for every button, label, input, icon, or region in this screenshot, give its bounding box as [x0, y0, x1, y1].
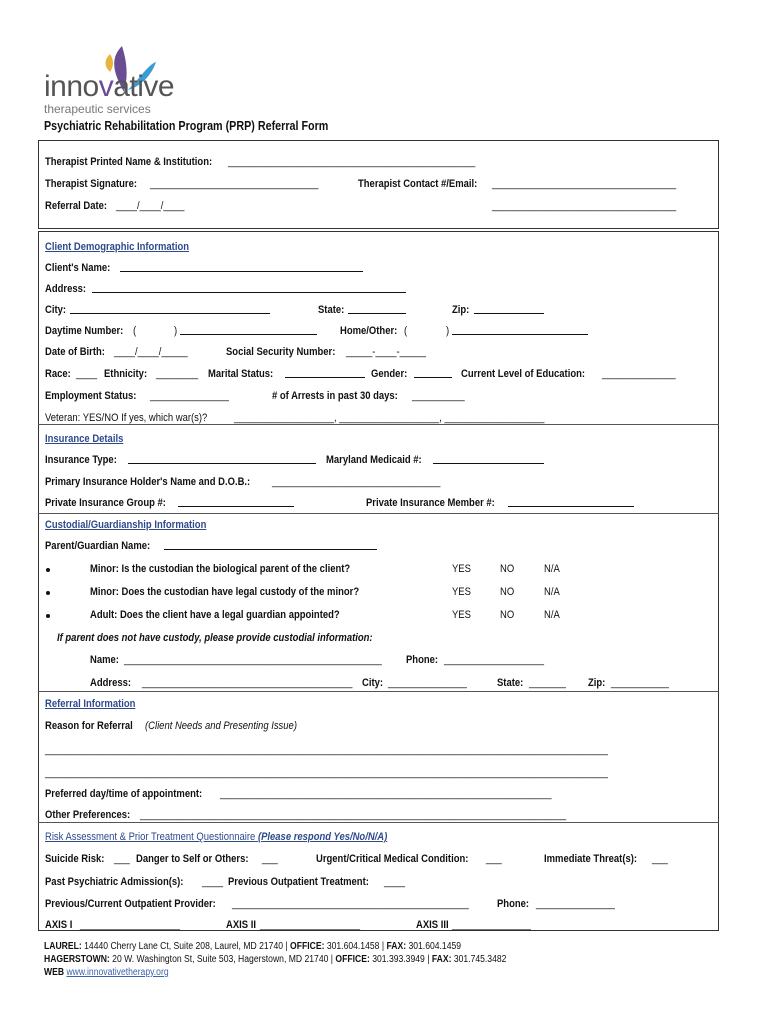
q2-yes-option[interactable]: YES	[452, 586, 471, 598]
home-label: Home/Other:	[340, 325, 398, 337]
logo-word-b: ative	[113, 70, 175, 103]
preferred-field[interactable]: _______________________________________________________________	[220, 788, 552, 800]
hagerstown-office: 301.393.3949 |	[372, 954, 430, 965]
veteran-label: Veteran: YES/NO If yes, which war(s)?	[45, 412, 208, 424]
insurance-heading: Insurance Details	[45, 433, 124, 445]
custodian-state-field[interactable]: _______	[529, 677, 566, 689]
axis3-field[interactable]: _______________	[452, 919, 531, 931]
ethnicity-label: Ethnicity:	[104, 368, 148, 380]
web-label: WEB	[44, 967, 65, 978]
therapist-name-label: Therapist Printed Name & Institution:	[45, 156, 213, 168]
gender-field[interactable]	[414, 377, 452, 378]
zip-field[interactable]	[474, 313, 544, 314]
referral-date-field[interactable]: ____/____/____	[116, 200, 185, 212]
fax-label: FAX:	[431, 954, 452, 965]
home-field[interactable]	[452, 334, 588, 335]
q3-yes-option[interactable]: YES	[452, 609, 471, 621]
custody-note: If parent does not have custody, please provide custodial information:	[57, 632, 373, 644]
therapist-contact-field[interactable]: ___________________________________	[492, 178, 677, 190]
office-label: OFFICE:	[290, 941, 325, 952]
q3-na-option[interactable]: N/A	[544, 609, 560, 621]
reason-hint: (Client Needs and Presenting Issue)	[145, 720, 297, 732]
referral-heading: Referral Information	[45, 698, 136, 710]
arrests-field[interactable]: __________	[412, 390, 465, 402]
custodian-city-field[interactable]: _______________	[388, 677, 467, 689]
other-field[interactable]: _________________________________________________________________________________	[140, 809, 567, 821]
laurel-fax: 301.604.1459	[408, 941, 462, 952]
bullet	[46, 591, 50, 595]
medicaid-field[interactable]	[433, 463, 544, 464]
risk-heading: Risk Assessment & Prior Treatment Questionnaire	[45, 831, 256, 843]
q3-no-option[interactable]: NO	[500, 609, 515, 621]
custodian-address-field[interactable]: ________________________________________	[142, 677, 353, 689]
client-name-label: Client's Name:	[45, 262, 111, 274]
reason-label: Reason for Referral	[45, 720, 133, 732]
divider	[38, 424, 719, 425]
parent-label: Parent/Guardian Name:	[45, 540, 151, 552]
employment-field[interactable]: _______________	[150, 390, 229, 402]
daytime-paren-open: (	[133, 325, 137, 337]
daytime-field[interactable]	[180, 334, 317, 335]
education-label: Current Level of Education:	[461, 368, 586, 380]
danger-label: Danger to Self or Others:	[136, 853, 249, 865]
custody-question-2: Minor: Does the custodian have legal custody of the minor?	[90, 586, 360, 598]
member-field[interactable]	[508, 506, 634, 507]
laurel-label: LAUREL:	[44, 941, 82, 952]
employment-label: Employment Status:	[45, 390, 137, 402]
marital-field[interactable]	[285, 377, 365, 378]
gender-label: Gender:	[371, 368, 408, 380]
q2-no-option[interactable]: NO	[500, 586, 515, 598]
form-title: Psychiatric Rehabilitation Program (PRP) Referral Form	[44, 119, 329, 133]
provider-phone-label: Phone:	[497, 898, 530, 910]
office-label: OFFICE:	[335, 954, 370, 965]
member-label: Private Insurance Member #:	[366, 497, 495, 509]
logo: innovative therapeutic services	[44, 44, 174, 116]
reason-line-2[interactable]: ___________________________________________________________________________________________________________	[45, 767, 608, 779]
provider-field[interactable]: _____________________________________________	[232, 898, 469, 910]
referral-date-label: Referral Date:	[45, 200, 108, 212]
therapist-contact-label: Therapist Contact #/Email:	[358, 178, 478, 190]
veteran-field[interactable]: ___________________, ___________________, ___________________	[234, 412, 545, 424]
home-paren-open: (	[404, 325, 408, 337]
divider	[38, 513, 719, 514]
arrests-label: # of Arrests in past 30 days:	[272, 390, 398, 402]
education-field[interactable]: ______________	[602, 368, 676, 380]
state-field[interactable]	[348, 313, 406, 314]
race-field[interactable]: ____	[76, 368, 98, 380]
past-admission-field[interactable]: ____	[202, 876, 224, 888]
custody-question-3: Adult: Does the client have a legal guardian appointed?	[90, 609, 340, 621]
suicide-field[interactable]: ___	[114, 853, 130, 865]
address-label: Address:	[45, 283, 87, 295]
preferred-label: Preferred day/time of appointment:	[45, 788, 203, 800]
demographic-heading: Client Demographic Information	[45, 241, 190, 253]
urgent-field[interactable]: ___	[486, 853, 502, 865]
zip-label: Zip:	[452, 304, 470, 316]
q1-yes-option[interactable]: YES	[452, 563, 471, 575]
race-label: Race:	[45, 368, 71, 380]
bullet	[46, 568, 50, 572]
laurel-address: 14440 Cherry Lane Ct, Suite 208, Laurel, MD 21740 |	[84, 941, 288, 952]
prev-treatment-field[interactable]: ____	[384, 876, 406, 888]
hagerstown-fax: 301.745.3482	[453, 954, 507, 965]
logo-word-a: inno	[44, 70, 99, 103]
bullet	[46, 614, 50, 618]
footer-web	[44, 962, 189, 980]
custodian-phone-field[interactable]: ___________________	[444, 654, 544, 666]
risk-heading-note: (Please respond Yes/No/N/A)	[257, 831, 388, 843]
daytime-label: Daytime Number:	[45, 325, 124, 337]
parent-field[interactable]	[164, 549, 377, 550]
city-label: City:	[45, 304, 67, 316]
dob-field[interactable]: ____/____/_____	[114, 346, 188, 358]
laurel-office: 301.604.1458 |	[326, 941, 385, 952]
urgent-label: Urgent/Critical Medical Condition:	[316, 853, 469, 865]
q2-na-option[interactable]: N/A	[544, 586, 560, 598]
medicaid-label: Maryland Medicaid #:	[326, 454, 422, 466]
axis2-label: AXIS II	[226, 919, 256, 931]
custodian-name-field[interactable]: _________________________________________________	[124, 654, 382, 666]
provider-label: Previous/Current Outpatient Provider:	[45, 898, 216, 910]
custodian-name-label: Name:	[90, 654, 119, 666]
custodian-phone-label: Phone:	[406, 654, 439, 666]
therapist-signature-label: Therapist Signature:	[45, 178, 137, 190]
axis2-field[interactable]: ___________________	[260, 919, 360, 931]
provider-phone-field[interactable]: _______________	[536, 898, 615, 910]
therapist-extra-field[interactable]: ___________________________________	[492, 200, 677, 212]
ethnicity-field[interactable]: ________	[156, 368, 199, 380]
divider	[38, 822, 719, 823]
divider	[38, 691, 719, 692]
state-label: State:	[318, 304, 345, 316]
therapist-name-field[interactable]: _______________________________________________	[228, 156, 476, 168]
custodian-zip-label: Zip:	[588, 677, 606, 689]
address-field[interactable]	[92, 292, 406, 293]
ssn-label: Social Security Number:	[226, 346, 336, 358]
insurance-type-field[interactable]	[128, 463, 316, 464]
insurance-type-label: Insurance Type:	[45, 454, 117, 466]
hagerstown-address: 20 W. Washington St, Suite 503, Hagerstown, MD 21740 |	[112, 954, 334, 965]
immediate-label: Immediate Threat(s):	[544, 853, 638, 865]
group-label: Private Insurance Group #:	[45, 497, 166, 509]
custodian-state-label: State:	[497, 677, 524, 689]
website-link[interactable]: www.innovativetherapy.org	[66, 967, 169, 978]
daytime-paren-close: )	[174, 325, 178, 337]
fax-label: FAX:	[386, 941, 407, 952]
custodial-heading: Custodial/Guardianship Information	[45, 519, 207, 531]
axis1-label: AXIS I	[45, 919, 73, 931]
q1-na-option[interactable]: N/A	[544, 563, 560, 575]
immediate-field[interactable]: ___	[652, 853, 668, 865]
prev-treatment-label: Previous Outpatient Treatment:	[228, 876, 369, 888]
marital-label: Marital Status:	[208, 368, 274, 380]
past-admission-label: Past Psychiatric Admission(s):	[45, 876, 184, 888]
q1-no-option[interactable]: NO	[500, 563, 515, 575]
ssn-field[interactable]: _____-____-_____	[346, 346, 426, 358]
group-field[interactable]	[178, 506, 294, 507]
custodian-zip-field[interactable]: ___________	[611, 677, 669, 689]
home-paren-close: )	[446, 325, 450, 337]
hagerstown-label: HAGERSTOWN:	[44, 954, 110, 965]
client-name-field[interactable]	[120, 271, 363, 272]
logo-tagline: therapeutic services	[44, 102, 151, 116]
axis3-label: AXIS III	[416, 919, 449, 931]
reason-line-1[interactable]: ___________________________________________________________________________________________________________	[45, 744, 608, 756]
city-field[interactable]	[70, 313, 270, 314]
custodian-address-label: Address:	[90, 677, 132, 689]
suicide-label: Suicide Risk:	[45, 853, 105, 865]
therapist-signature-field[interactable]: ________________________________	[150, 178, 319, 190]
holder-field[interactable]: ________________________________	[272, 476, 441, 488]
holder-label: Primary Insurance Holder's Name and D.O.B.:	[45, 476, 251, 488]
danger-field[interactable]: ___	[262, 853, 278, 865]
axis1-field[interactable]: ___________________	[80, 919, 180, 931]
other-label: Other Preferences:	[45, 809, 131, 821]
custodian-city-label: City:	[362, 677, 384, 689]
custody-question-1: Minor: Is the custodian the biological parent of the client?	[90, 563, 351, 575]
dob-label: Date of Birth:	[45, 346, 105, 358]
